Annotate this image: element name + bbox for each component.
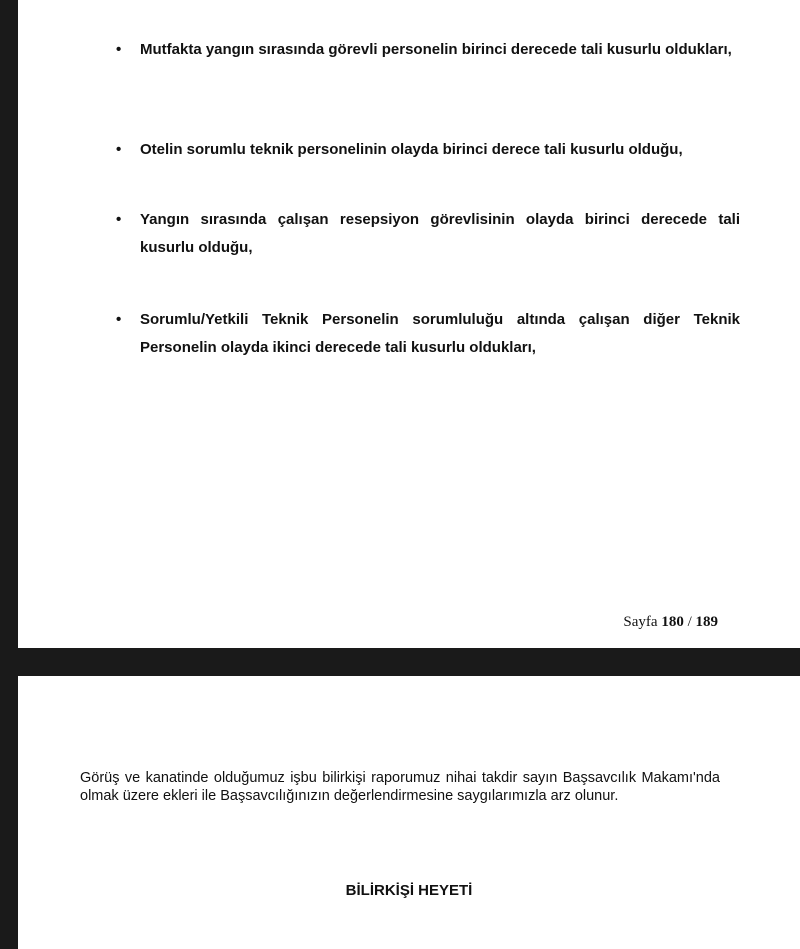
bullet-text: Sorumlu/Yetkili Teknik Personelin sorumluluğu altında çalışan diğer Teknik Personelin olayda ikinci derecede tali kusurlu oldukları, [140, 311, 740, 356]
document-page-181 [18, 676, 800, 949]
document-page-180 [18, 0, 800, 648]
bullet-text: Mutfakta yangın sırasında görevli personelin birinci derecede tali kusurlu oldukları, [140, 41, 732, 58]
list-item [116, 206, 740, 262]
page-number-label: Sayfa [623, 614, 658, 630]
page-number-separator: / [687, 614, 692, 630]
bullet-icon: • [116, 211, 122, 228]
list-item [116, 36, 740, 64]
page-number-current: 180 [661, 614, 684, 630]
bullet-icon: • [116, 141, 122, 158]
page-number [623, 614, 718, 631]
signature-heading: BİLİRKİŞİ HEYETİ [345, 882, 473, 899]
bullet-text: Otelin sorumlu teknik personelinin olayda birinci derece tali kusurlu olduğu, [140, 141, 683, 158]
list-item [116, 306, 740, 362]
page-number-total: 189 [695, 614, 718, 630]
bullet-icon: • [116, 41, 122, 58]
closing-paragraph: Görüş ve kanatinde olduğumuz işbu bilirkişi raporumuz nihai takdir sayın Başsavcılık Makamı'nda olmak üzere ekleri ile Başsavcılığınızın değerlendirmesine saygılarımızla arz olunur. [80, 770, 720, 804]
list-item [116, 136, 740, 164]
bullet-text: Yangın sırasında çalışan resepsiyon görevlisinin olayda birinci derecede tali kusurlu olduğu, [140, 211, 740, 256]
bullet-icon: • [116, 311, 122, 328]
